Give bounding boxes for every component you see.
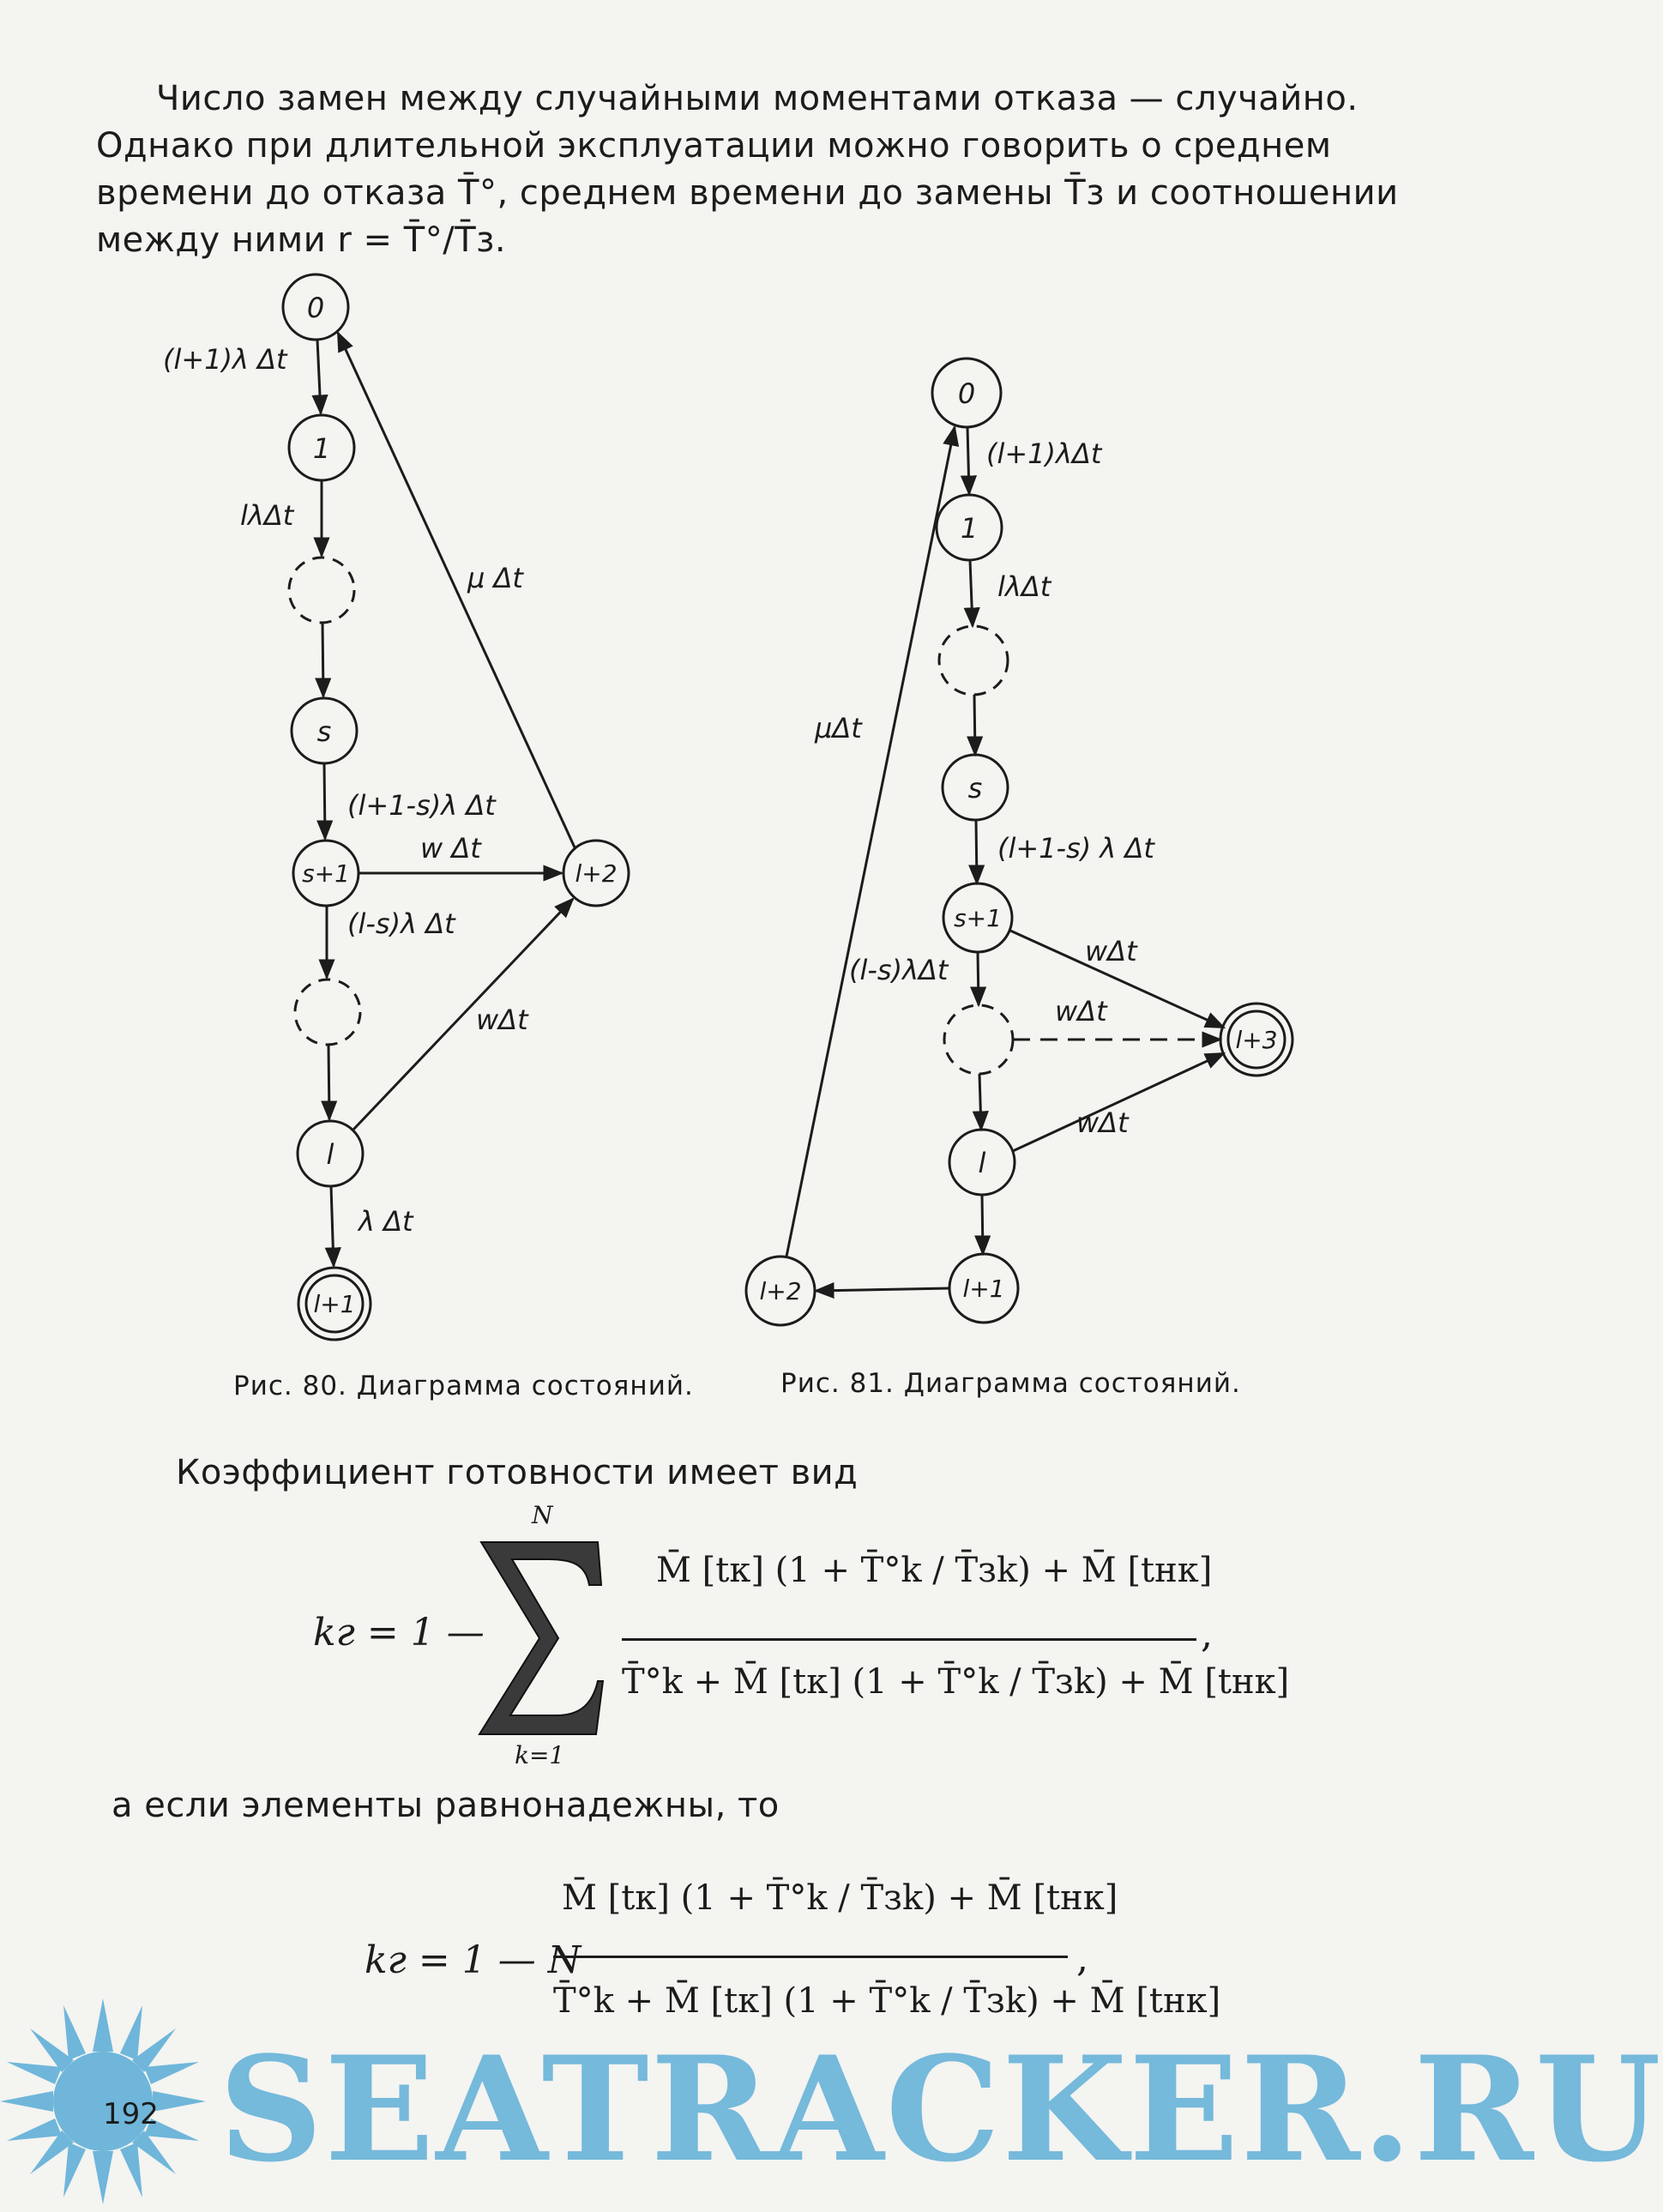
fig81-edge-label-1: (l+1)λΔt (986, 437, 1102, 470)
fig81-edge-label-5: (l-s)λΔt (849, 954, 949, 986)
formula-1-lhs: kг = 1 — (313, 1611, 485, 1654)
formula-1-fraction-bar (622, 1638, 1196, 1641)
fig81-label-node-l3: l+3 (1235, 1026, 1278, 1054)
readiness-line: Коэффициент готовности имеет вид (176, 1453, 859, 1492)
formula-1-denominator: T̄°k + M̄ [tк] (1 + T̄°k / T̄зk) + M̄ [tнк] (622, 1662, 1290, 1702)
watermark-text: SEATRACKER.RU (219, 2024, 1663, 2194)
fig80-edge-0-1 (317, 340, 321, 413)
sum-sigma (476, 1535, 605, 1741)
formula-2-comma: , (1076, 1937, 1088, 1980)
fig80-label-node-l1: l+1 (313, 1290, 356, 1318)
formula-2-numerator: M̄ [tк] (1 + T̄°k / T̄зk) + M̄ [tнк] (562, 1878, 1118, 1918)
formula-1-numerator: M̄ [tк] (1 + T̄°k / T̄зk) + M̄ [tнк] (656, 1551, 1213, 1590)
intro-line-4: между ними r = T̄°/T̄з. (96, 220, 507, 260)
fig81-edge-l1-l2 (816, 1288, 949, 1291)
formula-2-fraction-bar (553, 1956, 1068, 1958)
fig80-edge-label-2: lλΔt (240, 499, 294, 532)
fig81-node-dashed-2 (944, 1005, 1013, 1074)
fig81-edge-0-1 (967, 427, 969, 494)
fig81-label-node-s: s (967, 772, 983, 805)
fig80-label-node-l: l (326, 1138, 334, 1171)
fig80-label-node-l2: l+2 (575, 859, 618, 888)
state-diagram-fig81 (725, 335, 1342, 1347)
sigma-icon (476, 1535, 605, 1741)
intro-paragraph (96, 75, 1399, 264)
fig81-edge-label-4: (l+1-s) λ Δt (997, 832, 1154, 865)
fig81-label-node-l: l (978, 1147, 986, 1179)
fig80-edge-label-8: λ Δt (359, 1205, 413, 1238)
fig80-node-dashed-1 (289, 558, 354, 623)
fig81-caption: Рис. 81. Диаграмма состояний. (780, 1368, 1241, 1399)
fig81-label-node-s1: s+1 (954, 904, 1002, 932)
fig80-label-node-s: s (316, 715, 332, 748)
intro-line-3: времени до отказа T̄°, среднем времени до замены T̄з и соотношении (96, 173, 1399, 213)
fig80-edge-d2-l (328, 1045, 329, 1119)
fig81-label-node-l1: l+1 (962, 1275, 1005, 1303)
fig80-label-node-s1: s+1 (302, 859, 350, 888)
fig80-edge-label-4: (l+1-s)λ Δt (347, 789, 496, 822)
formula-1 (313, 1501, 1290, 1775)
formula-1-comma: , (1201, 1612, 1213, 1656)
fig81-edge-l-l1 (982, 1195, 983, 1254)
fig80-edge-label-5: w Δt (420, 832, 481, 865)
fig81-edge-label-6: wΔt (1085, 935, 1137, 967)
fig80-edge-label-3: μ Δt (467, 562, 523, 594)
fig80-edge-label-6: (l-s)λ Δt (347, 907, 455, 940)
fig80-node-dashed-2 (295, 979, 360, 1045)
intro-line-1: Число замен между случайными моментами отказа — случайно. (156, 79, 1359, 118)
fig81-label-node-0: 0 (957, 377, 976, 410)
fig81-edge-d1-s (974, 695, 975, 755)
formula-2-denominator: T̄°k + M̄ [tк] (1 + T̄°k / T̄зk) + M̄ [tнк] (553, 1981, 1221, 2021)
fig80-edge-label-7: wΔt (476, 1004, 528, 1036)
formula-2-lhs: kг = 1 — N (365, 1938, 581, 1982)
fig81-edge-label-2: lλΔt (997, 570, 1051, 603)
fig80-label-node-0: 0 (306, 292, 325, 324)
fig80-edge-d1-s (322, 623, 323, 696)
fig80-edge-s-s1 (324, 763, 325, 839)
fig81-label-node-1: 1 (960, 512, 979, 545)
fig80-edge-label-1: (l+1)λ Δt (163, 343, 287, 376)
page-number: 192 (103, 2097, 159, 2131)
fig81-edge-1-d1 (970, 560, 973, 626)
fig81-edge-label-8: wΔt (1076, 1106, 1129, 1139)
fig81-edge-s-s1 (976, 820, 977, 883)
fig81-edge-label-7: wΔt (1055, 995, 1107, 1028)
fig80-edge-l-l1 (331, 1186, 334, 1266)
fig80-label-node-1: 1 (312, 432, 331, 465)
readiness-text (176, 1450, 1291, 1497)
state-diagram-fig80 (129, 257, 660, 1372)
equal-elements-text (111, 1782, 1226, 1829)
fig81-label-node-l2: l+2 (759, 1277, 802, 1305)
intro-line-2: Однако при длительной эксплуатации можно говорить о среднем (96, 126, 1332, 166)
fig81-edge-d2-l (979, 1074, 981, 1130)
fig80-edge-l2-0 (338, 333, 575, 847)
fig81-edge-l2-0 (786, 427, 955, 1257)
equal-line: а если элементы равнонадежны, то (111, 1786, 780, 1825)
fig81-edge-s1-d2 (978, 952, 979, 1005)
sum-lower-limit: k=1 (515, 1741, 565, 1769)
fig81-node-dashed-1 (939, 626, 1008, 695)
sum-upper-limit: N (532, 1501, 553, 1529)
fig81-edge-label-3: μΔt (815, 712, 862, 744)
fig80-caption: Рис. 80. Диаграмма состояний. (233, 1371, 694, 1401)
